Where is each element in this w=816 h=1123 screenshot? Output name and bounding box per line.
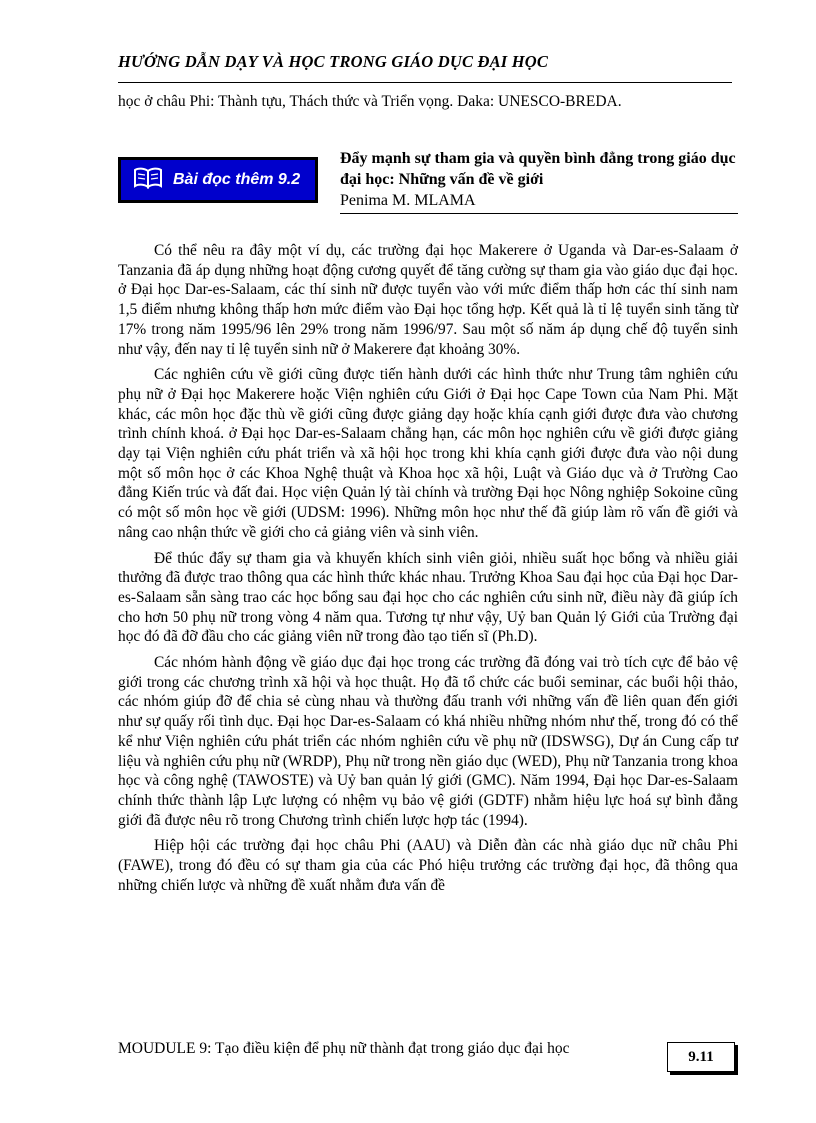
paragraph: Để thúc đẩy sự tham gia và khuyến khích sinh viên giỏi, nhiều suất học bổng và nhiều giải thưởng đã được trao thông qua các hình thức khác nhau. Trưởng Khoa Sau đại học của Đại học Dar-es-Salaam sẵn sàng trao các học bổng sau đại học cho các nghiên cứu sinh nữ, điều này đã giúp ích cho hơn 50 phụ nữ trong vòng 4 năm qua. Tương tự như vậy, Uỷ ban Quản lý Giới của Trường đại học đó đã đỡ đầu cho các giảng viên nữ trong đào tạo tiến sĩ (Ph.D). — [118, 549, 738, 646]
reading-badge — [118, 157, 318, 203]
page-number-box — [667, 1042, 735, 1072]
running-header-title: HƯỚNG DẪN DẠY VÀ HỌC TRONG GIÁO DỤC ĐẠI HỌC — [118, 52, 549, 71]
reading-title: Đẩy mạnh sự tham gia và quyền bình đẳng trong giáo dục đại học: Những vấn đề về giới — [340, 150, 736, 188]
body-text — [118, 241, 738, 902]
paragraph: Các nhóm hành động về giáo dục đại học trong các trường đã đóng vai trò tích cực để bảo vệ giới trong các chương trình xã hội và học thuật. Họ đã tổ chức các buổi seminar, các buổi hội thảo, các nhóm giúp đỡ để chia sẻ cùng nhau và thường đấu tranh với những vấn đề liên quan đến giới như sự quấy rối tình dục. Đại học Dar-es-Salaam có khá nhiều những nhóm như thế, trong đó có thể kể như Viện nghiên cứu phát triển các nhóm nghiên cứu về phụ nữ (IDSWSG), Dự án Cung cấp tư liệu và nghiên cứu phụ nữ (WRDP), Phụ nữ trong nền giáo dục (WED), Phụ nữ Tanzania trong khoa học và công nghệ (TAWOSTE) và Uỷ ban quản lý giới (GMC). Năm 1994, Đại học Dar-es-Salaam chính thức thành lập Lực lượng có nhệm vụ bảo vệ giới (GDTF) nhằm hiệu lực hoá sự bình đẳng giới đã được nêu rõ trong Chương trình chiến lược hợp tác (1994). — [118, 654, 738, 829]
paragraph: Hiệp hội các trường đại học châu Phi (AAU) và Diễn đàn các nhà giáo dục nữ châu Phi (FAWE), trong đó đều có sự tham gia của các Phó hiệu trưởng các trường đại học, đã thông qua những chiến lược và những đề xuất nhằm đưa vấn đề — [118, 837, 738, 894]
reading-author: Penima M. MLAMA — [340, 192, 476, 209]
footer-module-text: MOUDULE 9: Tạo điều kiện để phụ nữ thành đạt trong giáo dục đại học — [118, 1040, 570, 1057]
reading-badge-label: Bài đọc thêm 9.2 — [173, 171, 301, 188]
paragraph: Các nghiên cứu về giới cũng được tiến hành dưới các hình thức như Trung tâm nghiên cứu phụ nữ ở Đại học Makerere hoặc Viện nghiên cứu Giới ở Đại học Cape Town của Nam Phi. Mặt khác, các môn học đặc thù về giới cũng được giảng dạy hoặc khía cạnh giới được đưa vào chương trình chính khoá. ở Đại học Dar-es-Salaam chẳng hạn, các môn học nghiên cứu về giới được giảng dạy tại Viện nghiên cứu phát triển và xã hội học trong khi khía cạnh giới được đưa vào nội dung một số môn học ở các Khoa Nghệ thuật và Khoa học xã hội, Luật và Giáo dục và ở Trường Cao đẳng Kiến trúc và đất đai. Học viện Quản lý tài chính và trường Đại học Nông nghiệp Sokoine cũng có một số môn học về giới (UDSM: 1996). Những môn học như thế đã giúp làm rõ vấn đề giới và nâng cao nhận thức về giới cho cả giảng viên và sinh viên. — [118, 366, 738, 541]
paragraph: Có thể nêu ra đây một ví dụ, các trường đại học Makerere ở Uganda và Dar-es-Salaam ở Tanzania đã áp dụng những hoạt động cương quyết để tăng cường sự tham gia vào giáo dục đại học. ở Đại học Dar-es-Salaam, các thí sinh nữ được tuyển vào với mức điểm thấp hơn các thí sinh nam 1,5 điểm nhưng không thấp hơn mức điểm vào Đại học tổng hợp. Kết quả là tỉ lệ tuyển sinh tăng từ 17% trong năm 1995/96 lên 29% trong năm 1996/97. Sau một số năm áp dụng chế độ tuyển sinh như vậy, đến nay tỉ lệ tuyển sinh nữ ở Makerere đạt khoảng 30%. — [118, 242, 738, 358]
open-book-icon — [133, 167, 163, 194]
reading-box-heading — [340, 148, 740, 211]
page-number: 9.11 — [688, 1048, 714, 1065]
header-divider — [118, 82, 732, 83]
reading-box-divider — [340, 213, 738, 214]
reference-continuation: học ở châu Phi: Thành tựu, Thách thức và Triển vọng. Daka: UNESCO-BREDA. — [118, 93, 622, 110]
